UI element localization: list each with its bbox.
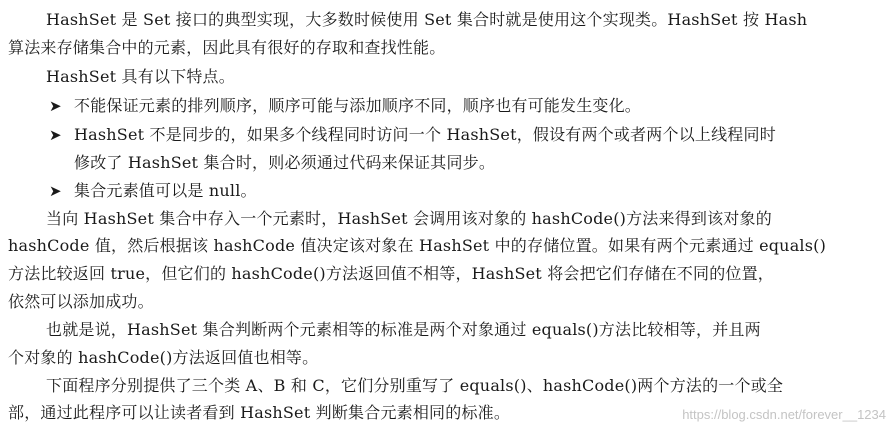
para1-line2: 算法来存储集合中的元素，因此具有很好的存取和查找性能。 (8, 38, 446, 57)
para4-line2: 个对象的 hashCode()方法返回值也相等。 (8, 348, 319, 367)
bullet2-line1: HashSet 不是同步的，如果多个线程同时访问一个 HashSet，假设有两个或者两个以上线程同时 (74, 125, 776, 144)
para3-line2: hashCode 值，然后根据该 hashCode 值决定该对象在 HashSet 中的存储位置。如果有两个元素通过 equals() (8, 236, 827, 255)
bullet1-line1: 不能保证元素的排列顺序，顺序可能与添加顺序不同，顺序也有可能发生变化。 (74, 96, 642, 115)
bullet-arrow-icon: ➤ (49, 182, 62, 200)
para5-line1: 下面程序分别提供了三个类 A、B 和 C，它们分别重写了 equals()、hashCode()两个方法的一个或全 (46, 376, 784, 395)
para3-line3: 方法比较返回 true，但它们的 hashCode()方法返回值不相等，HashSet 将会把它们存储在不同的位置， (8, 264, 775, 283)
bullet3-line1: 集合元素值可以是 null。 (74, 181, 257, 200)
bullet2-line2: 修改了 HashSet 集合时，则必须通过代码来保证其同步。 (74, 153, 496, 172)
watermark-url: https://blog.csdn.net/forever__1234 (682, 407, 886, 422)
para5-line2: 部，通过此程序可以让读者看到 HashSet 判断集合元素相同的标准。 (8, 403, 511, 422)
para2-line1: HashSet 具有以下特点。 (46, 67, 235, 86)
bullet-arrow-icon: ➤ (49, 97, 62, 115)
para3-line4: 依然可以添加成功。 (8, 292, 154, 311)
para1-line1: HashSet 是 Set 接口的典型实现，大多数时候使用 Set 集合时就是使用这个实现类。HashSet 按 Hash (46, 10, 808, 29)
bullet-arrow-icon: ➤ (49, 126, 62, 144)
para4-line1: 也就是说，HashSet 集合判断两个元素相等的标准是两个对象通过 equals()方法比较相等，并且两 (46, 320, 761, 339)
para3-line1: 当向 HashSet 集合中存入一个元素时，HashSet 会调用该对象的 hashCode()方法来得到该对象的 (46, 209, 772, 228)
